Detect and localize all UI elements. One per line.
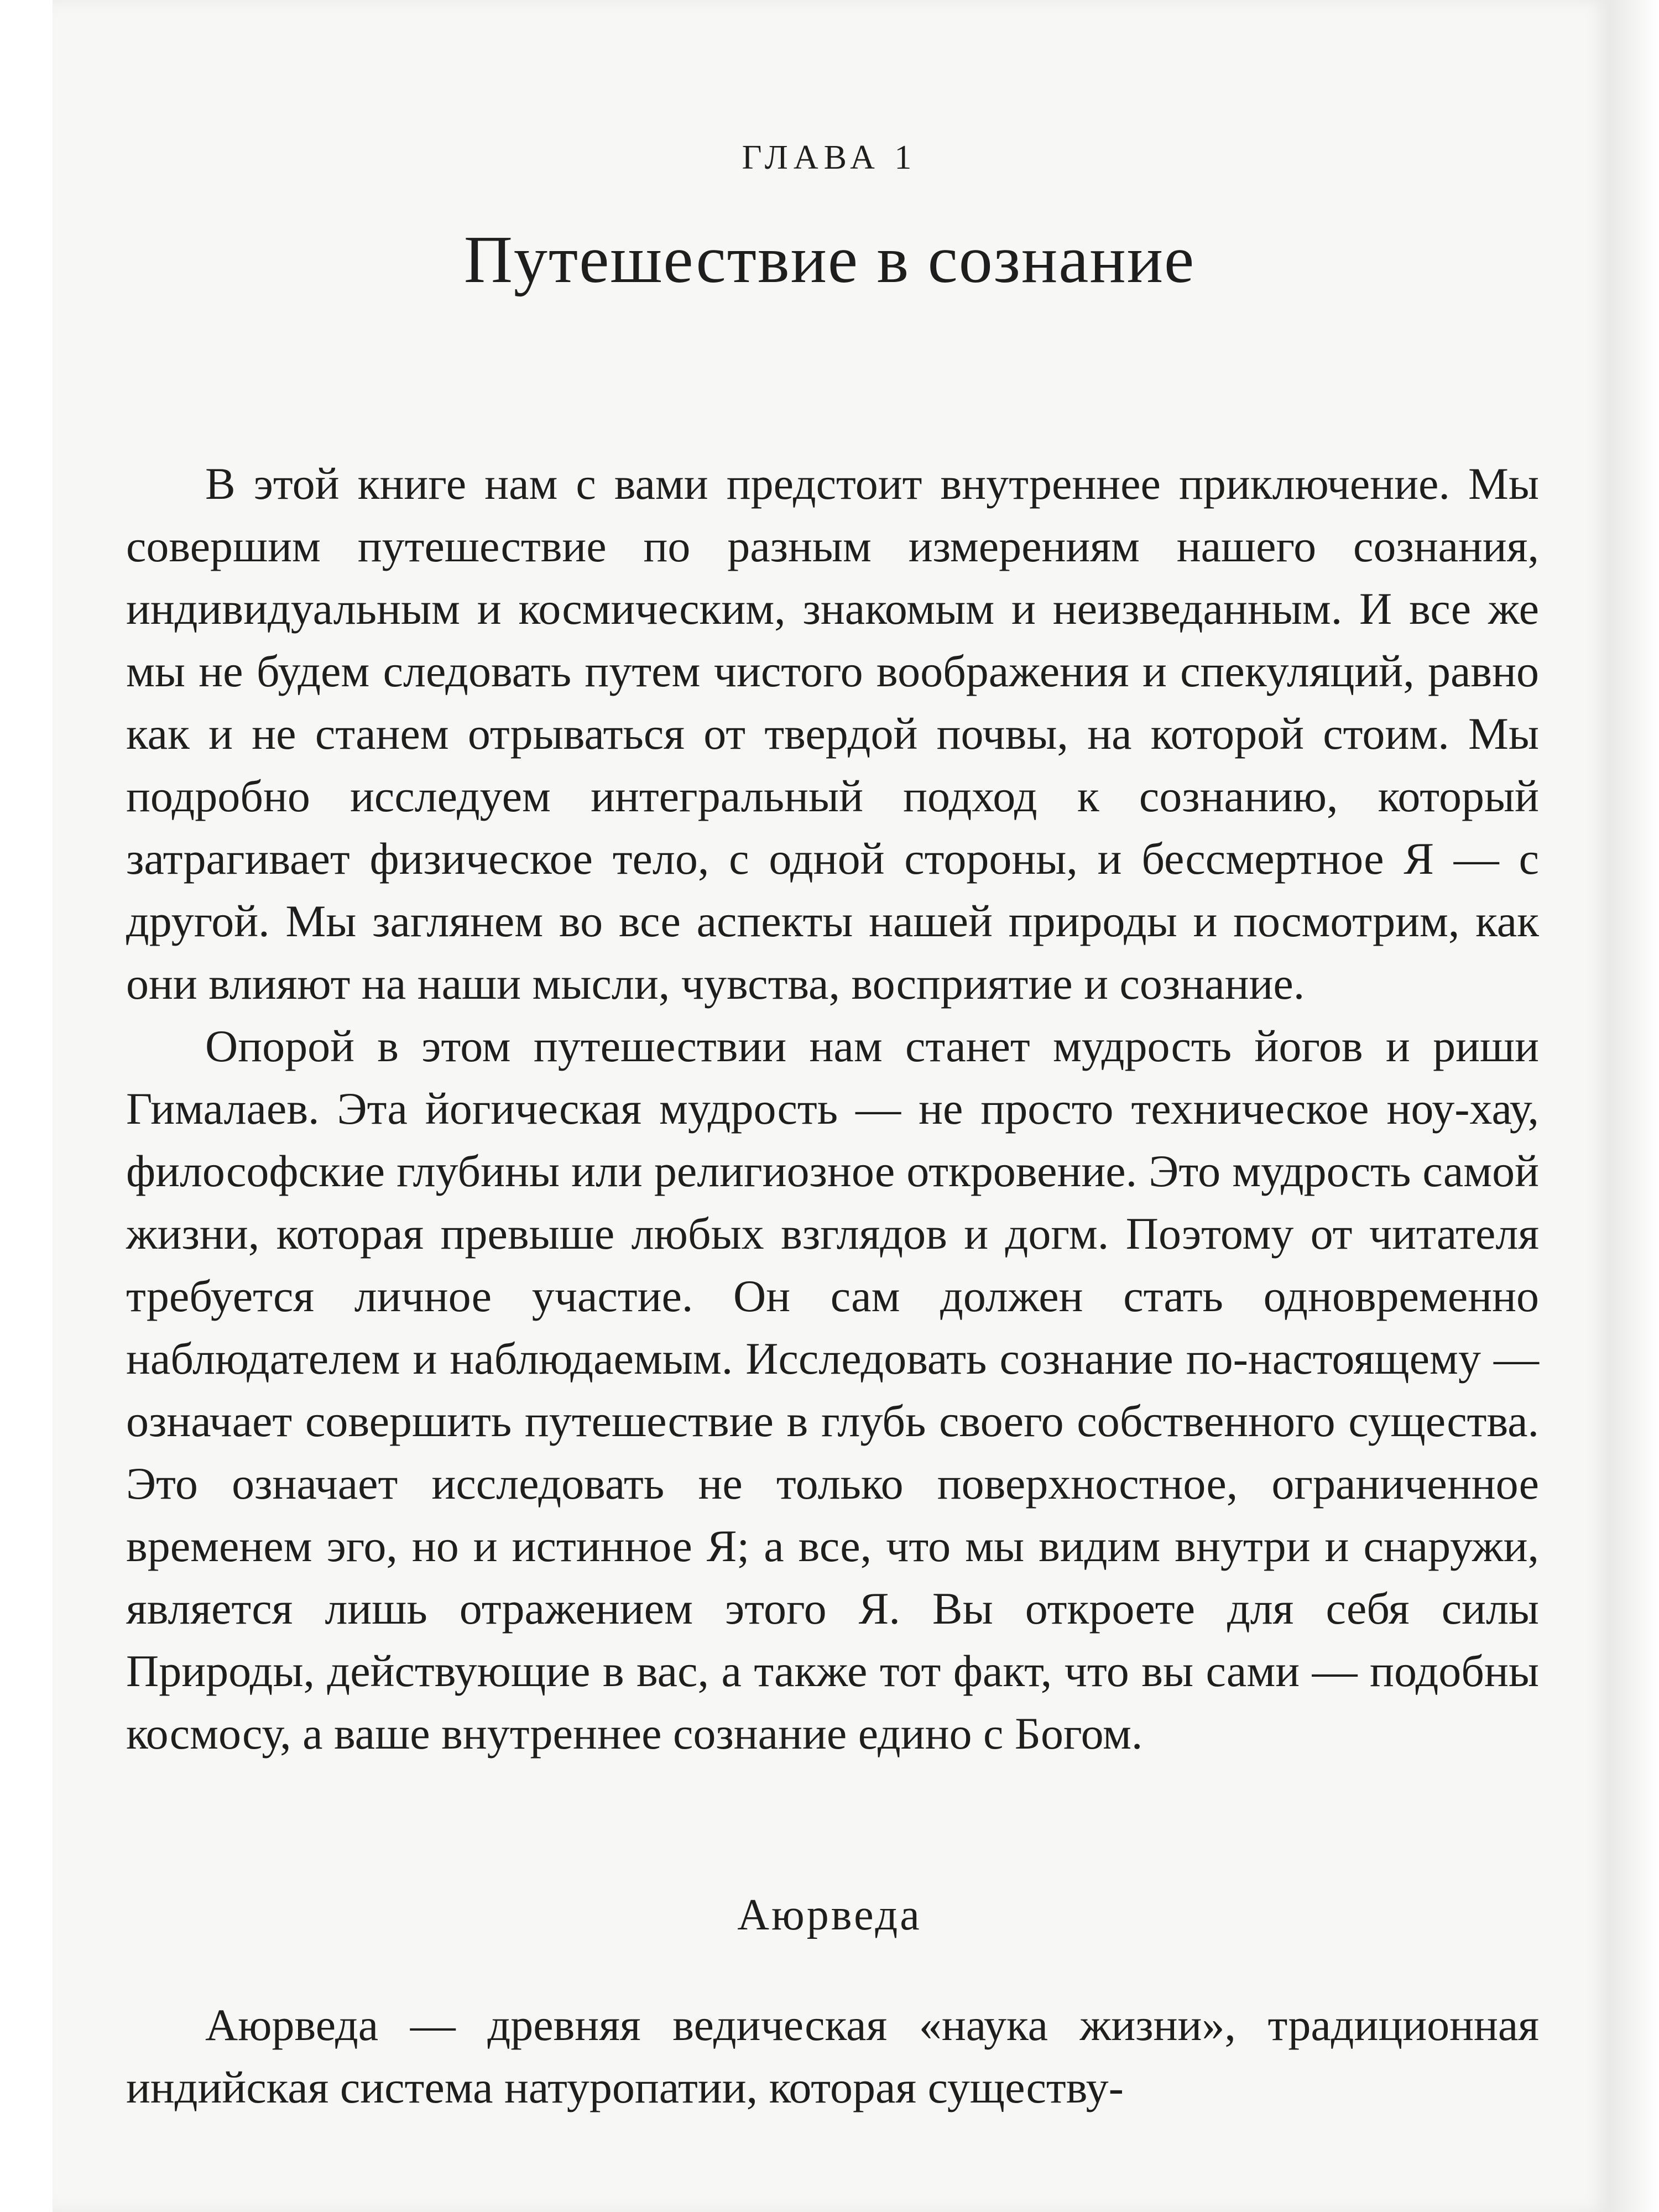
page-edge [1609,0,1659,2212]
paragraph: В этой книге нам с вами предстоит внутреннее приключение. Мы совершим путешествие по разным измерениям нашего сознания, индивидуальным и космическим, знакомым и неизведанным. И все же мы не будем следовать путем чистого воображения и спекуляций, равно как и не станем отрываться от твердой почвы, на которой стоим. Мы подробно исследуем интегральный подход к сознанию, который затрагивает физическое тело, с одной стороны, и бессмертное Я — с другой. Мы заглянем во все аспекты нашей природы и посмотрим, как они влияют на наши мысли, чувства, восприятие и сознание. [126,458,1539,1009]
chapter-body [126,452,1539,1765]
chapter-title: Путешествие в сознание [463,222,1196,297]
paragraph: Опорой в этом путешествии нам станет мудрость йогов и риши Гималаев. Эта йогическая мудрость — не просто техническое ноу-хау, философские глубины или религиозное откровение. Это мудрость самой жизни, которая превыше любых взглядов и догм. Поэтому от читателя требуется личное участие. Он сам должен стать одновременно наблюдателем и наблюдаемым. Исследовать сознание по-настоящему — означает совершить путешествие в глубь своего собственного существа. Это означает исследовать не только поверхностное, ограниченное временем эго, но и истинное Я; а все, что мы видим внутри и снаружи, является лишь отражением этого Я. Вы откроете для себя силы Природы, действующие в вас, а также тот факт, что вы сами — подобны космосу, а ваше внутреннее сознание едино с Богом. [126,1021,1539,1759]
section-body [126,1994,1539,2119]
paragraph: Аюрведа — древняя ведическая «наука жизни», традиционная индийская система натуропатии, которая существу- [126,2000,1539,2112]
chapter-label: ГЛАВА 1 [742,139,917,176]
section-heading: Аюрведа [737,1891,922,1939]
